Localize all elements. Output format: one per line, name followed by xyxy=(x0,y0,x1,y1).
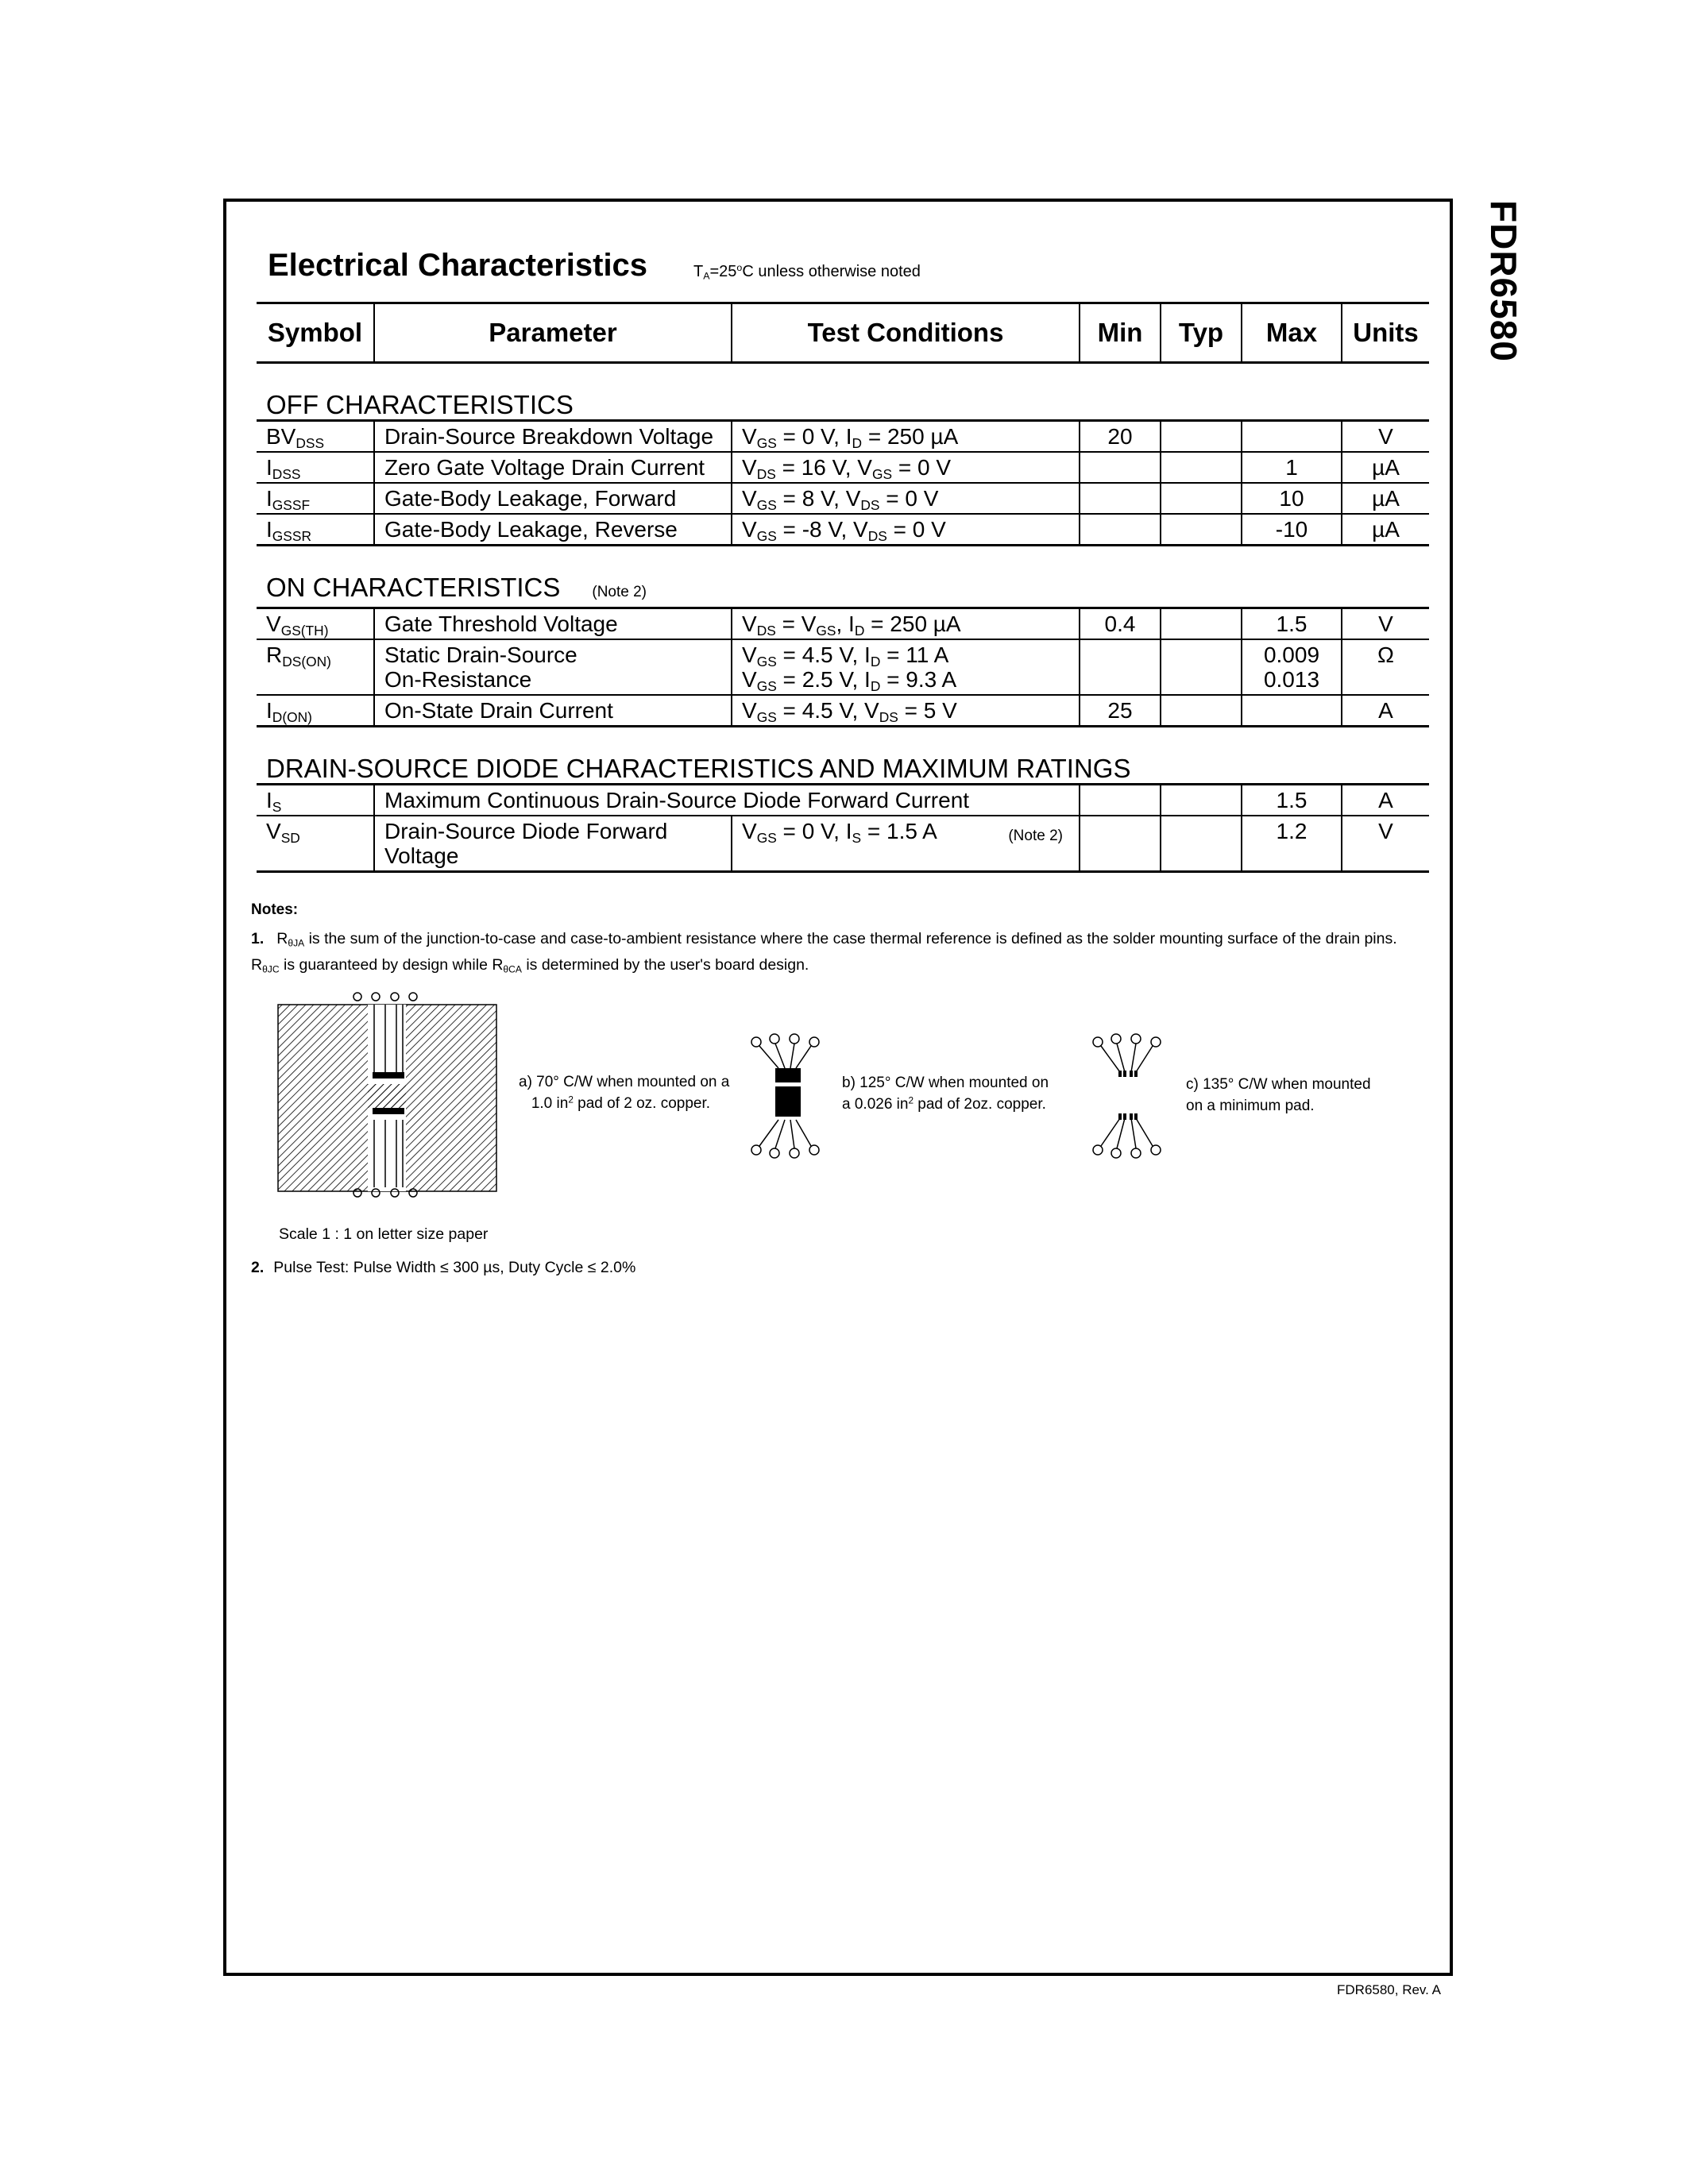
test-condition-cell: $V_{DS} = 16$ V, $V_{GS} = 0$ V xyxy=(732,452,1080,483)
symbol-cell: $I_{DSS}$ xyxy=(257,452,374,483)
parameter-cell: Static Drain-Source On-Resistance xyxy=(374,639,732,695)
note-2: 2. Pulse Test: Pulse Width ≤ 300 µs, Duty Cycle ≤ 2.0% xyxy=(251,1259,636,1276)
typ-cell xyxy=(1161,514,1242,546)
max-cell: 1.5 xyxy=(1242,608,1342,640)
table-row xyxy=(257,452,1429,483)
section-off xyxy=(257,363,1429,421)
unit-cell: Ω xyxy=(1342,639,1429,695)
pad-layout-c-figure xyxy=(1088,1032,1176,1160)
part-number-text: FDR6580 xyxy=(1483,200,1524,362)
min-cell xyxy=(1080,483,1161,514)
typ-cell xyxy=(1161,639,1242,695)
typ-cell xyxy=(1161,483,1242,514)
min-cell xyxy=(1080,452,1161,483)
max-cell: -10 xyxy=(1242,514,1342,546)
pad-b-caption: b) 125° C/W when mounted on a 0.026 $in^2$ pad of 2oz. copper. xyxy=(842,1075,1049,1113)
test-condition-cell: $V_{GS} = 8$ V, $V_{DS} = 0$ V xyxy=(732,483,1080,514)
typ-cell xyxy=(1161,695,1242,727)
unit-cell: µA xyxy=(1342,514,1429,546)
max-cell: 1.5 xyxy=(1242,785,1342,816)
parameter-cell: Gate-Body Leakage, Reverse xyxy=(374,514,732,546)
max-cell: 10 xyxy=(1242,483,1342,514)
table-row xyxy=(257,785,1429,816)
unit-cell: A xyxy=(1342,785,1429,816)
max-cell xyxy=(1242,421,1342,453)
col-test-conditions: Test Conditions xyxy=(732,303,1080,363)
min-cell xyxy=(1080,639,1161,695)
parameter-cell: Maximum Continuous Drain-Source Diode Forward Current xyxy=(374,785,1080,816)
min-cell xyxy=(1080,816,1161,872)
parameter-cell: Drain-Source Diode Forward Voltage xyxy=(374,816,732,872)
col-units: Units xyxy=(1342,303,1429,363)
section-off-label: OFF CHARACTERISTICS xyxy=(257,363,1429,421)
temperature-note: $T_A=25^oC$ unless otherwise noted xyxy=(693,262,921,282)
typ-cell xyxy=(1161,452,1242,483)
symbol-cell: $I_{GSSF}$ xyxy=(257,483,374,514)
part-number-side-title xyxy=(1476,200,1532,375)
test-condition-cell: $V_{GS} = 4.5$ V, $I_D = 11$ A $V_{GS} = 2.5$ V, $I_D = 9.3$ A xyxy=(732,639,1080,695)
pad-layout-b-figure xyxy=(747,1032,834,1160)
table-row xyxy=(257,695,1429,727)
parameter-cell: Gate Threshold Voltage xyxy=(374,608,732,640)
symbol-cell: $I_{GSSR}$ xyxy=(257,514,374,546)
table-header-row xyxy=(257,303,1429,363)
min-cell: 20 xyxy=(1080,421,1161,453)
symbol-cell: $BV_{DSS}$ xyxy=(257,421,374,453)
notes-heading: Notes: xyxy=(251,901,299,918)
table-row xyxy=(257,608,1429,640)
pad-c-caption: c) 135° C/W when mounted on a minimum pad. xyxy=(1186,1076,1371,1114)
min-cell: 0.4 xyxy=(1080,608,1161,640)
parameter-cell: On-State Drain Current xyxy=(374,695,732,727)
col-min: Min xyxy=(1080,303,1161,363)
min-cell xyxy=(1080,785,1161,816)
col-typ: Typ xyxy=(1161,303,1242,363)
table-row xyxy=(257,483,1429,514)
symbol-cell: $R_{DS(ON)}$ xyxy=(257,639,374,695)
parameter-cell: Gate-Body Leakage, Forward xyxy=(374,483,732,514)
symbol-cell: $I_{D(ON)}$ xyxy=(257,695,374,727)
max-cell: 1 xyxy=(1242,452,1342,483)
col-max: Max xyxy=(1242,303,1342,363)
max-cell xyxy=(1242,695,1342,727)
test-condition-cell: $V_{GS} = -8$ V, $V_{DS} = 0$ V xyxy=(732,514,1080,546)
table-row xyxy=(257,816,1429,872)
min-cell xyxy=(1080,514,1161,546)
unit-cell: A xyxy=(1342,695,1429,727)
section-on xyxy=(257,546,1429,608)
max-cell: 1.2 xyxy=(1242,816,1342,872)
test-condition-cell: $V_{DS} = V_{GS}$, $I_D = 250$ µA xyxy=(732,608,1080,640)
unit-cell: V xyxy=(1342,608,1429,640)
pad-layout-a-figure xyxy=(274,989,504,1199)
section-diode-label: DRAIN-SOURCE DIODE CHARACTERISTICS AND MAXIMUM RATINGS xyxy=(257,727,1429,785)
col-symbol: Symbol xyxy=(257,303,374,363)
typ-cell xyxy=(1161,785,1242,816)
test-condition-cell: $V_{GS} = 4.5$ V, $V_{DS} = 5$ V xyxy=(732,695,1080,727)
note-1: 1. $R_{\theta JA}$ is the sum of the junction-to-case and case-to-ambient resistance where the case thermal reference is defined as the solder mounting surface of the drain pins. $R_{\theta JC}$ is guaranteed by design while $R_{\theta CA}$ is determined by the user's board design. xyxy=(251,930,1397,975)
section-title: Electrical Characteristics xyxy=(268,248,648,283)
unit-cell: V xyxy=(1342,421,1429,453)
section-diode xyxy=(257,727,1429,785)
test-condition-cell: $V_{GS} = 0$ V, $I_D = 250$ µA xyxy=(732,421,1080,453)
table-row xyxy=(257,639,1429,695)
max-cell: 0.009 0.013 xyxy=(1242,639,1342,695)
unit-cell: µA xyxy=(1342,452,1429,483)
electrical-characteristics-table xyxy=(257,302,1429,873)
table-row xyxy=(257,514,1429,546)
symbol-cell: $V_{GS(TH)}$ xyxy=(257,608,374,640)
section-on-label: ON CHARACTERISTICS (Note 2) xyxy=(257,546,1429,608)
table-row xyxy=(257,421,1429,453)
symbol-cell: $V_{SD}$ xyxy=(257,816,374,872)
footer-revision: FDR6580, Rev. A xyxy=(1337,1982,1442,1997)
unit-cell: µA xyxy=(1342,483,1429,514)
scale-note: Scale 1 : 1 on letter size paper xyxy=(279,1225,489,1243)
parameter-cell: Drain-Source Breakdown Voltage xyxy=(374,421,732,453)
col-parameter: Parameter xyxy=(374,303,732,363)
typ-cell xyxy=(1161,421,1242,453)
typ-cell xyxy=(1161,816,1242,872)
typ-cell xyxy=(1161,608,1242,640)
symbol-cell: $I_S$ xyxy=(257,785,374,816)
min-cell: 25 xyxy=(1080,695,1161,727)
pad-a-caption: a) 70° C/W when mounted on a 1.0 $in^2$ pad of 2 oz. copper. xyxy=(519,1074,730,1112)
test-condition-cell: (Note 2) $V_{GS} = 0$ V, $I_S = 1.5$ A xyxy=(732,816,1080,872)
unit-cell: V xyxy=(1342,816,1429,872)
parameter-cell: Zero Gate Voltage Drain Current xyxy=(374,452,732,483)
